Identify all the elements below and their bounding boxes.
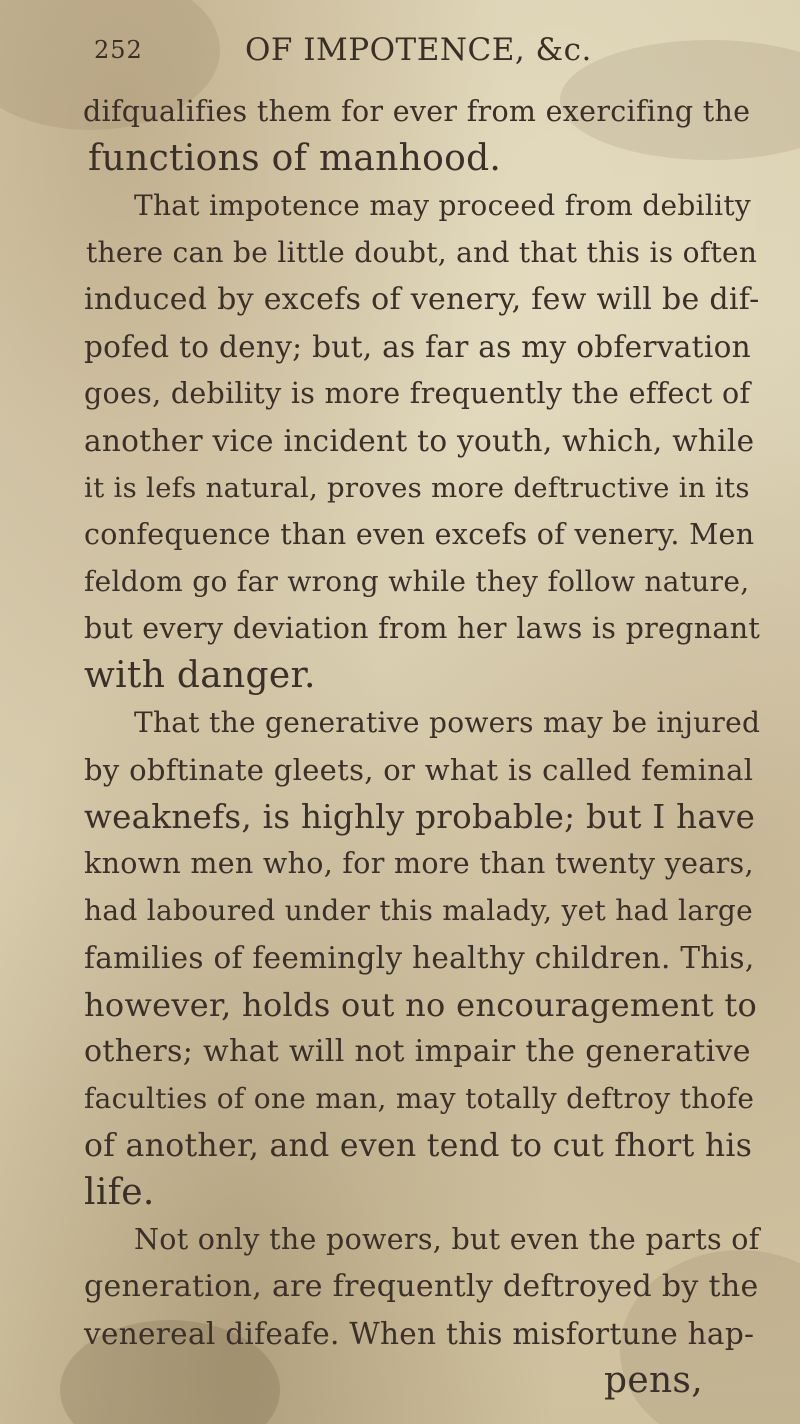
- text-line: however, holds out no encouragement to: [84, 986, 758, 1024]
- text-line: there can be little doubt, and that this is often: [86, 236, 758, 269]
- text-line: generation, are frequently deftroyed by the: [84, 1269, 759, 1304]
- text-line: life.: [84, 1172, 155, 1213]
- text-line: by obftinate gleets, or what is called feminal: [84, 753, 754, 787]
- text-line: induced by excefs of venery, few will be dif-: [84, 282, 760, 317]
- running-head: OF IMPOTENCE, &c.: [245, 32, 592, 68]
- text-line: That impotence may proceed from debility: [134, 189, 752, 222]
- text-line: families of feemingly healthy children. This,: [84, 941, 755, 975]
- text-line: others; what will not impair the generative: [84, 1034, 751, 1069]
- text-line: with danger.: [84, 655, 316, 696]
- text-line: but every deviation from her laws is pregnant: [84, 612, 761, 645]
- text-line: faculties of one man, may totally deftroy thofe: [84, 1082, 755, 1115]
- text-line: had laboured under this malady, yet had large: [84, 894, 753, 927]
- text-line: known men who, for more than twenty years,: [84, 847, 754, 880]
- text-line: of another, and even tend to cut fhort his: [84, 1128, 753, 1164]
- text-line: difqualifies them for ever from exercifing the: [83, 95, 751, 128]
- text-line: That the generative powers may be injured: [134, 706, 761, 739]
- text-line: goes, debility is more frequently the effect of: [84, 377, 751, 410]
- page-header: [0, 32, 800, 76]
- text-line: pofed to deny; but, as far as my obfervation: [84, 330, 751, 364]
- text-line: Not only the powers, but even the parts of: [134, 1223, 760, 1256]
- text-line: weaknefs, is highly probable; but I have: [84, 798, 756, 836]
- text-line: functions of manhood.: [88, 138, 502, 179]
- catchword: pens,: [604, 1360, 703, 1401]
- text-line: it is lefs natural, proves more deftructive in its: [84, 472, 750, 504]
- page-number: 252: [94, 36, 143, 64]
- text-line: another vice incident to youth, which, while: [84, 424, 755, 458]
- text-line: feldom go far wrong while they follow nature,: [84, 565, 750, 598]
- text-line: venereal difeafe. When this misfortune hap-: [84, 1317, 755, 1351]
- text-line: confequence than even excefs of venery. Men: [84, 518, 755, 551]
